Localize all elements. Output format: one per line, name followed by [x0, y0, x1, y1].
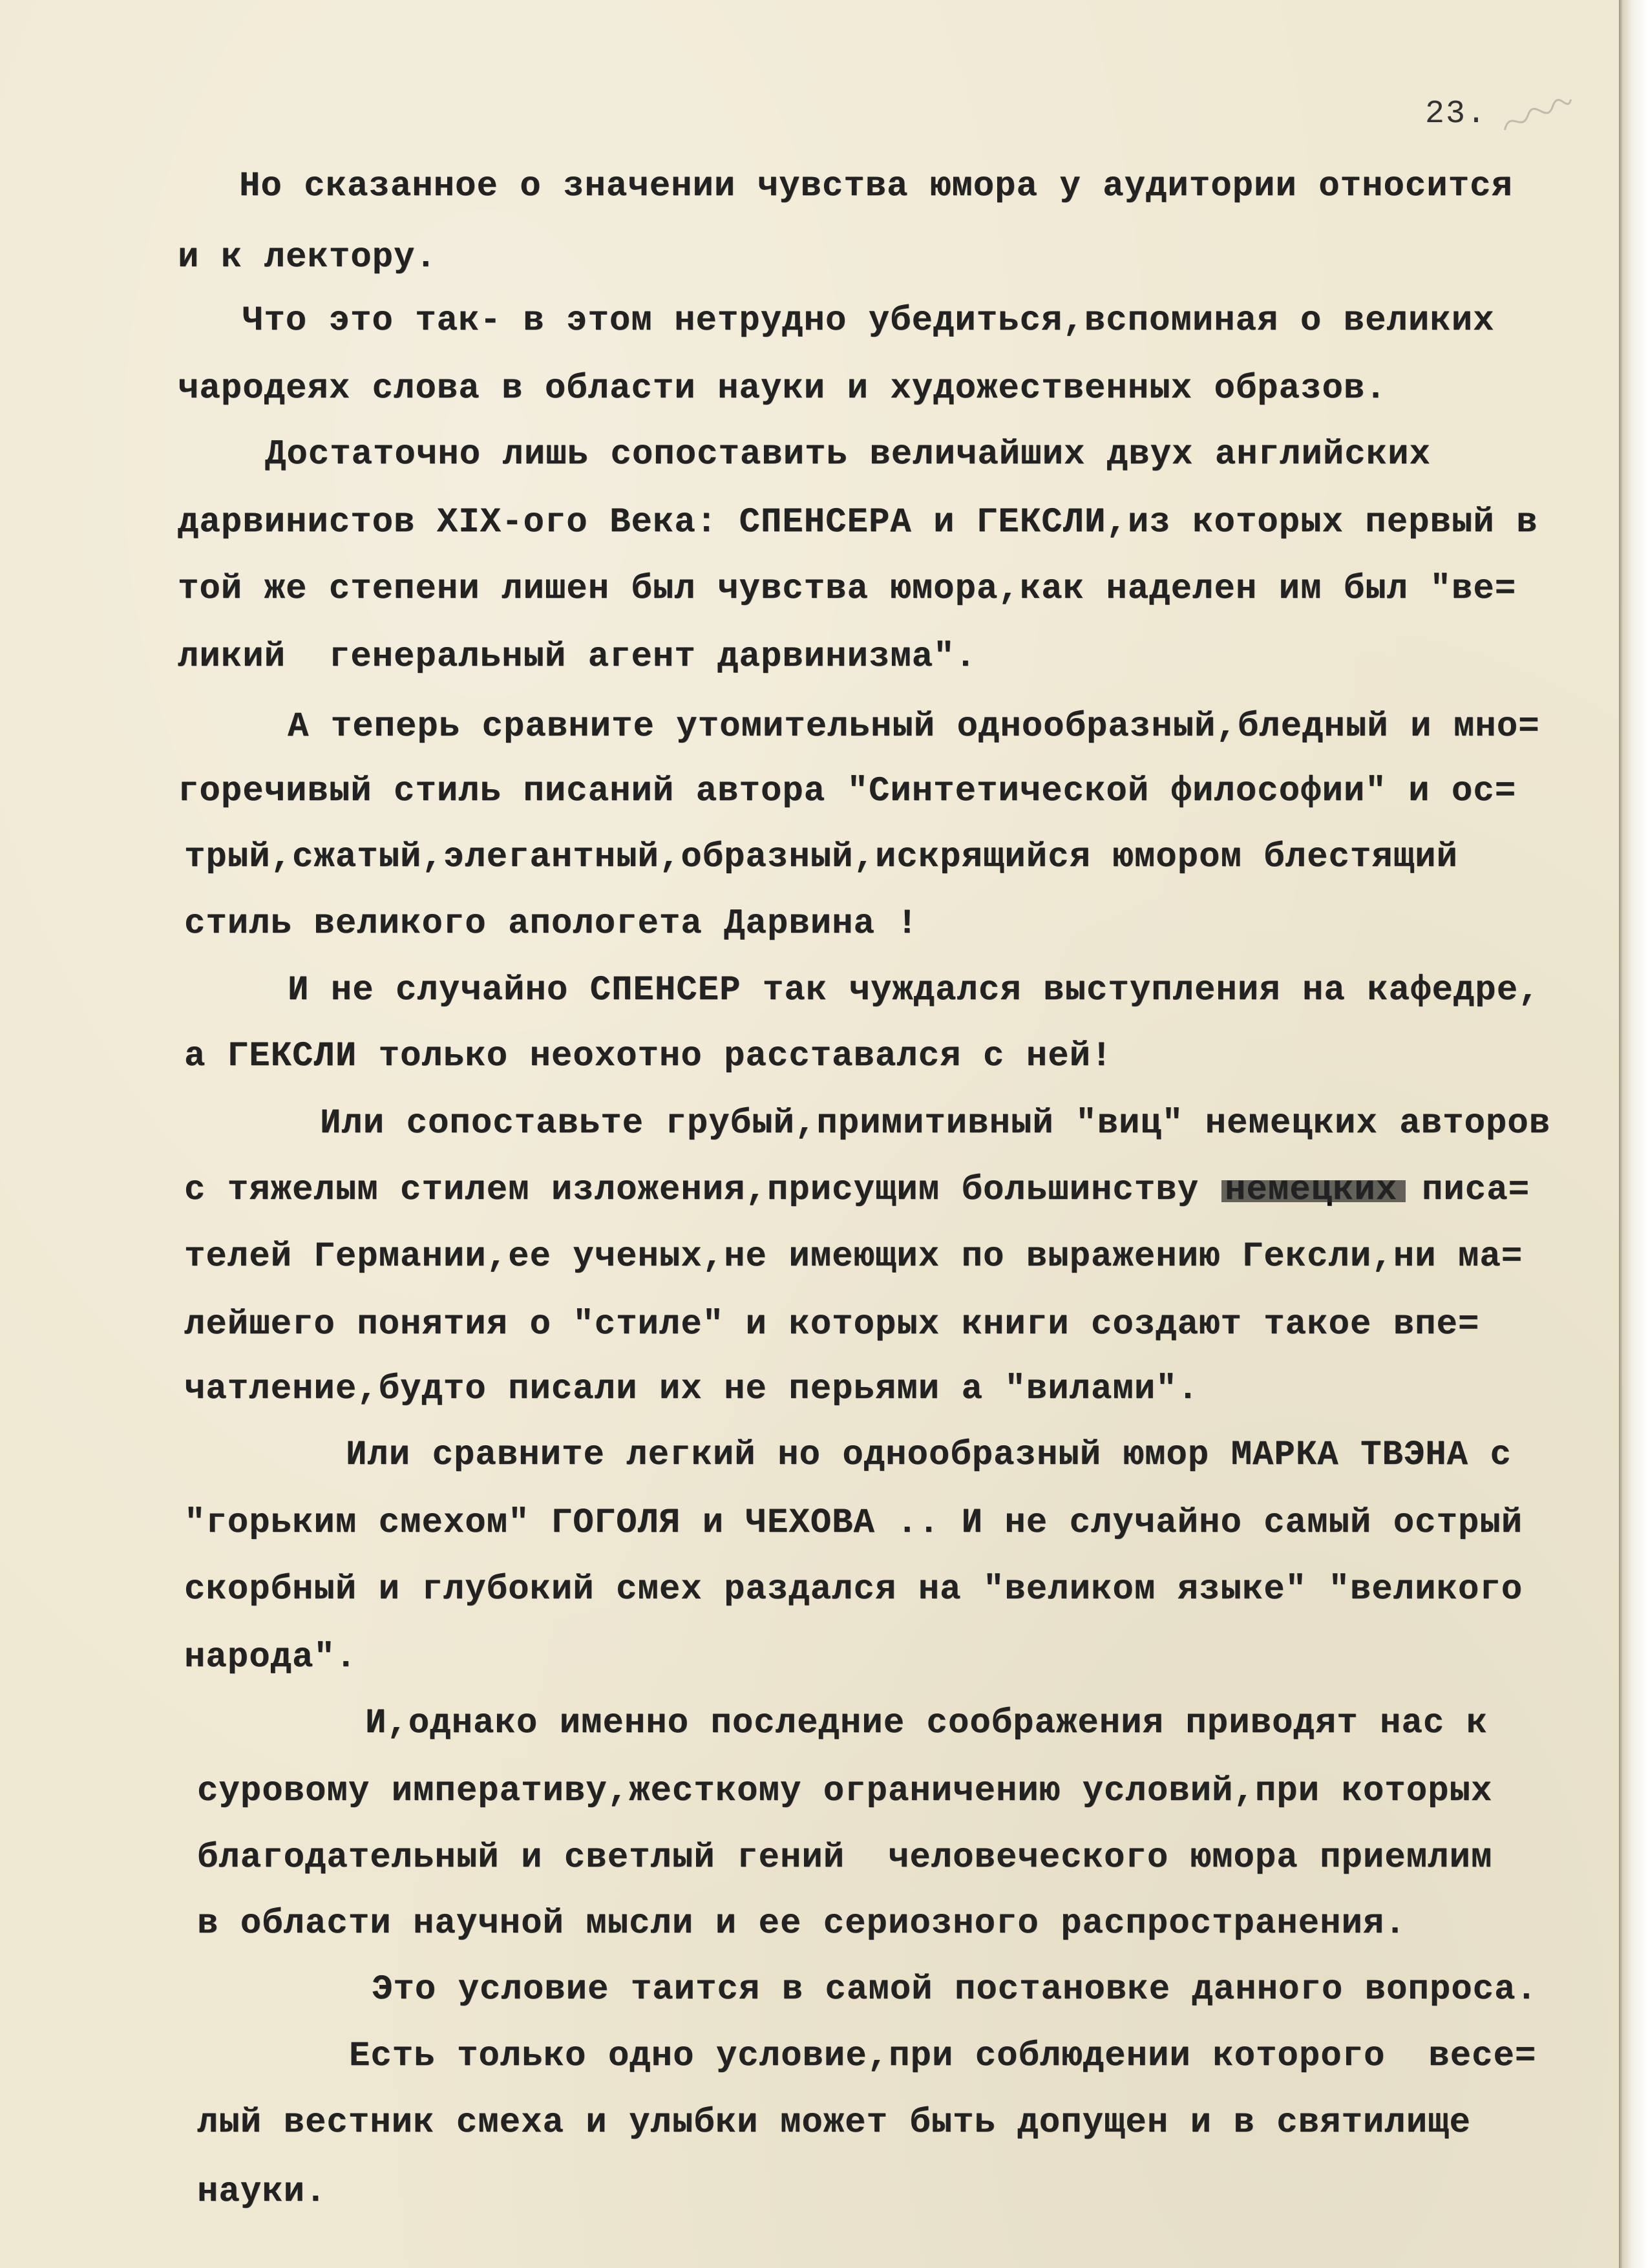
text-line: Или сопоставьте грубый,примитивный "виц" немецких авторов [320, 1104, 1551, 1143]
text-line: Или сравните легкий но однообразный юмор МАРКА ТВЭНА с [346, 1436, 1512, 1475]
text-line: благодательный и светлый гений человеческого юмора приемлим [197, 1838, 1493, 1878]
text-line: чатление,будто писали их не перьями а "вилами". [184, 1370, 1199, 1409]
text-line: скорбный и глубокий смех раздался на "великом языке" "великого [184, 1570, 1523, 1609]
text-line: Достаточно лишь сопоставить величайших двух английских [265, 435, 1431, 474]
text-line: лый вестник смеха и улыбки может быть допущен и в святилище [197, 2103, 1471, 2143]
text-line: в области научной мысли и ее сериозного распространения. [197, 1904, 1406, 1944]
page-edge-shadow [1619, 0, 1648, 2268]
strikethrough-mark [1221, 1175, 1409, 1207]
text-line: лейшего понятия о "стиле" и которых книги создают такое впе= [184, 1305, 1480, 1344]
text-line: суровому императиву,жесткому ограничению условий,при которых [197, 1772, 1493, 1811]
text-line: той же степени лишен был чувства юмора,как наделен им был "ве= [178, 569, 1517, 609]
text-line: Но сказанное о значении чувства юмора у аудитории относится [239, 167, 1513, 206]
text-line: ликий генеральный агент дарвинизма". [178, 637, 977, 677]
text-line: а ГЕКСЛИ только неохотно расставался с ней! [184, 1037, 1113, 1076]
text-line: И не случайно СПЕНСЕР так чуждался выступления на кафедре, [288, 971, 1540, 1010]
text-line: писа= [1422, 1171, 1530, 1210]
pencil-mark-icon [1496, 89, 1580, 143]
text-line: трый,сжатый,элегантный,образный,искрящийся юмором блестящий [184, 838, 1458, 877]
text-line: дарвинистов XIX-ого Века: СПЕНСЕРА и ГЕКСЛИ,из которых первый в [178, 503, 1538, 542]
text-line: Что это так- в этом нетрудно убедиться,вспоминая о великих [242, 301, 1495, 341]
text-line: народа". [184, 1638, 357, 1677]
text-line: стиль великого апологета Дарвина ! [184, 904, 918, 944]
text-line: горечивый стиль писаний автора "Синтетической философии" и ос= [178, 772, 1517, 811]
text-line: Это условие таится в самой постановке данного вопроса. [372, 1970, 1537, 2009]
text-line: чародеях слова в области науки и художественных образов. [178, 369, 1387, 408]
page-number: 23. [1425, 96, 1488, 132]
text-line: науки. [197, 2172, 327, 2212]
text-line: телей Германии,ее ученых,не имеющих по выражению Гексли,ни ма= [184, 1237, 1523, 1277]
text-line: Есть только одно условие,при соблюдении которого весе= [349, 2037, 1537, 2076]
text-line: с тяжелым стилем изложения,присущим большинству [184, 1171, 1199, 1210]
text-line: и к лектору. [178, 238, 437, 277]
text-line: "горьким смехом" ГОГОЛЯ и ЧЕХОВА .. И не случайно самый острый [184, 1503, 1523, 1543]
text-line: А теперь сравните утомительный однообразный,бледный и мно= [288, 707, 1540, 747]
text-line: И,однако именно последние соображения приводят нас к [365, 1704, 1488, 1743]
